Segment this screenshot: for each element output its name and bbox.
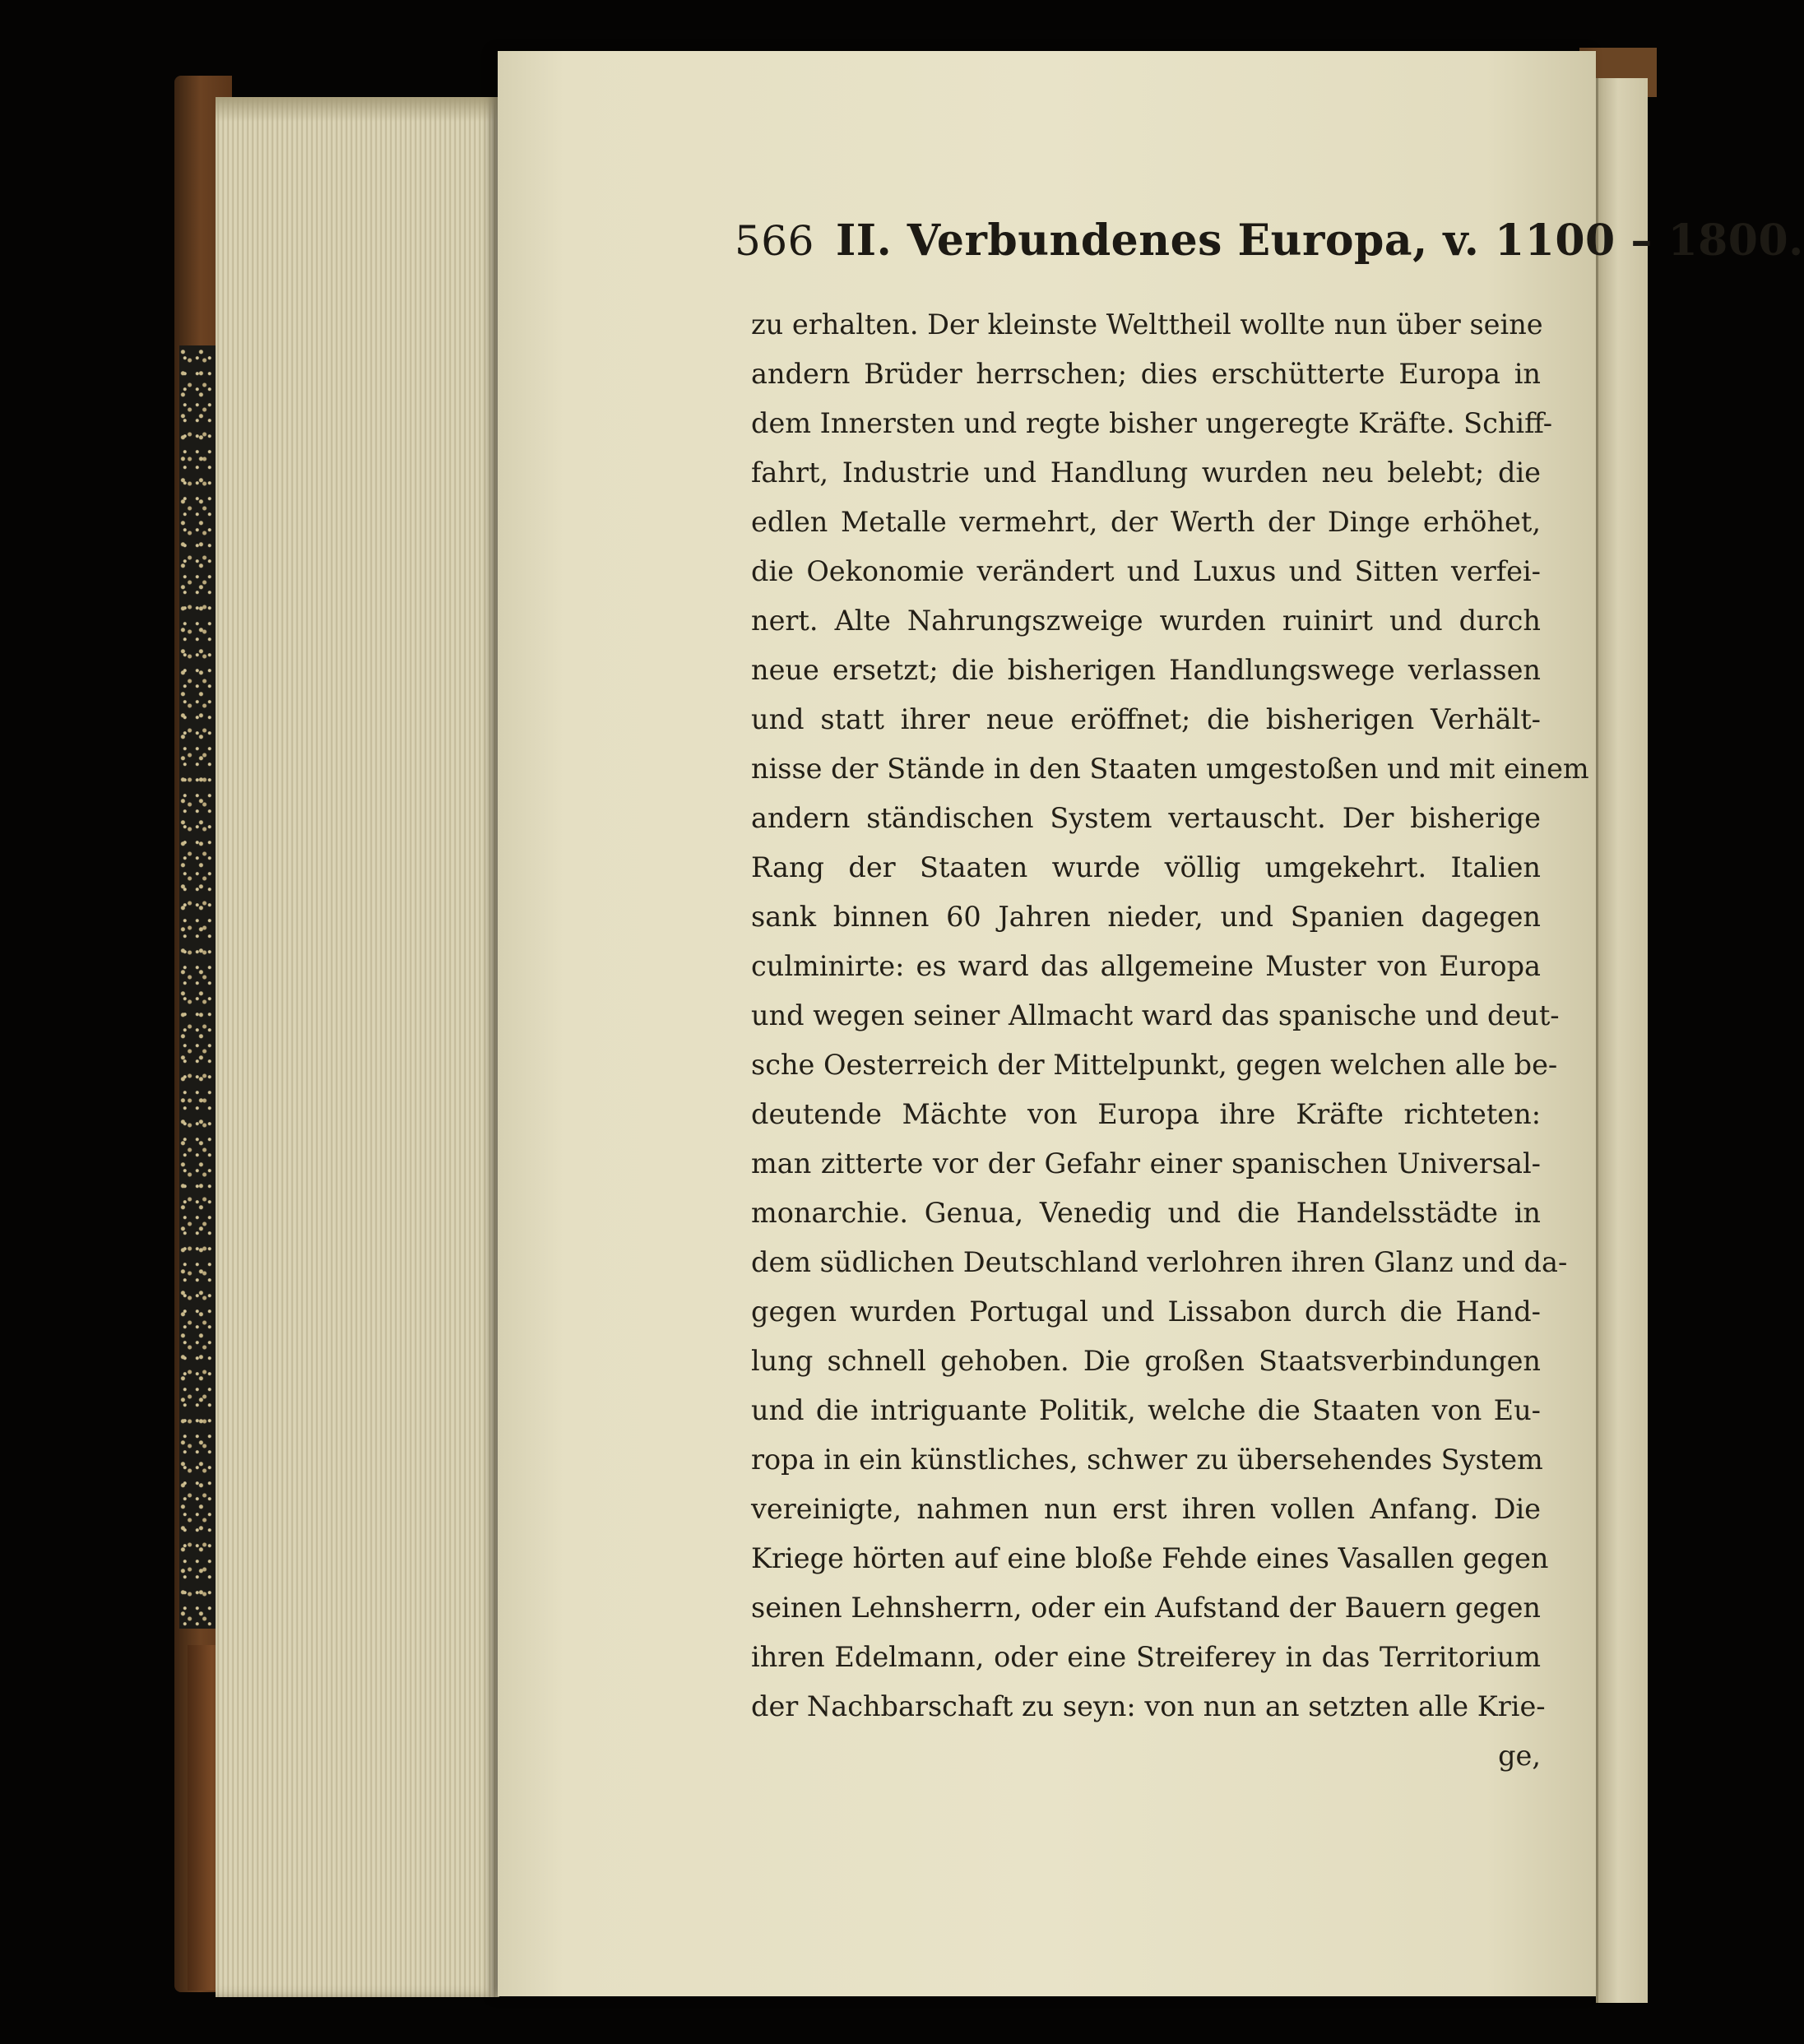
text-line: edlen Metalle vermehrt, der Werth der Dinge erhöhet, [751, 506, 1541, 538]
text-line: culminirte: es ward das allgemeine Muster von Europa [751, 950, 1541, 982]
page-block-edges [216, 97, 499, 1997]
text-line: vereinigte, nahmen nun erst ihren vollen Anfang. Die [751, 1493, 1541, 1525]
text-line: fahrt, Industrie und Handlung wurden neu belebt; die [751, 457, 1541, 489]
catchword: ge, [1498, 1740, 1541, 1772]
text-line: nert. Alte Nahrungszweige wurden ruinirt und durch [751, 605, 1541, 637]
page-number: 566 [735, 217, 814, 265]
text-line: und wegen seiner Allmacht ward das spanische und deut- [751, 999, 1560, 1031]
text-line: dem südlichen Deutschland verlohren ihren Glanz und da- [751, 1246, 1568, 1278]
facing-page-edge [1596, 78, 1648, 2003]
text-line: ropa in ein künstliches, schwer zu übersehendes System [751, 1444, 1543, 1476]
text-line: seinen Lehnsherrn, oder ein Aufstand der Bauern gegen [751, 1592, 1541, 1624]
text-line: zu erhalten. Der kleinste Welttheil wollte nun über seine [751, 308, 1543, 341]
text-line: nisse der Stände in den Staaten umgestoßen und mit einem [751, 753, 1589, 785]
text-line: Rang der Staaten wurde völlig umgekehrt. Italien [751, 851, 1541, 883]
text-line: der Nachbarschaft zu seyn: von nun an setzten alle Krie- [751, 1690, 1546, 1722]
text-line: monarchie. Genua, Venedig und die Handelsstädte in [751, 1197, 1541, 1229]
running-head [735, 216, 1804, 266]
text-line: man zitterte vor der Gefahr einer spanischen Universal- [751, 1147, 1541, 1180]
text-line: die Oekonomie verändert und Luxus und Sitten verfei- [751, 555, 1541, 587]
text-line: und die intriguante Politik, welche die Staaten von Eu- [751, 1394, 1541, 1426]
text-line: dem Innersten und regte bisher ungeregte Kräfte. Schiff- [751, 407, 1553, 439]
text-line: deutende Mächte von Europa ihre Kräfte richteten: [751, 1098, 1541, 1130]
text-line: lung schnell gehoben. Die großen Staatsverbindungen [751, 1345, 1541, 1377]
text-line: ihren Edelmann, oder eine Streiferey in das Territorium [751, 1641, 1541, 1673]
text-line: andern ständischen System vertauscht. Der bisherige [751, 802, 1541, 834]
text-line: und statt ihrer neue eröffnet; die bisherigen Verhält- [751, 703, 1541, 735]
text-line: sche Oesterreich der Mittelpunkt, gegen welchen alle be- [751, 1049, 1558, 1081]
body-text [751, 300, 1589, 1781]
running-head-title: II. Verbundenes Europa, v. 1100 – 1800. [835, 216, 1804, 266]
text-line: Kriege hörten auf eine bloße Fehde eines Vasallen gegen [751, 1542, 1549, 1574]
text-line: sank binnen 60 Jahren nieder, und Spanien dagegen [751, 901, 1541, 933]
text-line: gegen wurden Portugal und Lissabon durch die Hand- [751, 1295, 1541, 1328]
text-line: neue ersetzt; die bisherigen Handlungswege verlassen [751, 654, 1541, 686]
text-line: andern Brüder herrschen; dies erschütterte Europa in [751, 358, 1541, 390]
